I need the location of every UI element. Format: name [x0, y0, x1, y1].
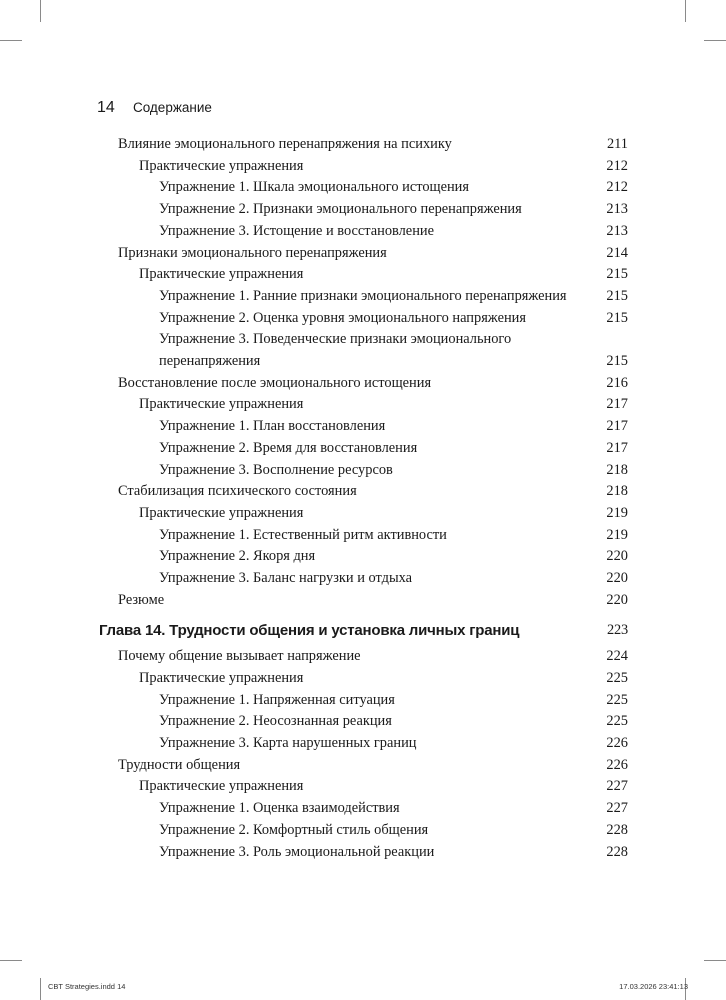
toc-entry [118, 286, 628, 308]
toc-entry-title: Стабилизация психического состояния [118, 483, 357, 500]
toc-entry-page: 228 [606, 821, 628, 838]
toc-entry-page: 220 [606, 570, 628, 587]
table-of-contents [99, 134, 628, 863]
toc-entry [118, 503, 628, 525]
toc-entry-page: 219 [606, 504, 628, 521]
toc-entry-title: Упражнение 3. Истощение и восстановление [159, 222, 434, 239]
toc-entry [118, 134, 628, 156]
toc-entry-page: 219 [606, 526, 628, 543]
toc-entry-page: 217 [606, 439, 628, 456]
toc-entry [118, 568, 628, 590]
toc-entry-title: Упражнение 1. Напряженная ситуация [159, 691, 395, 708]
toc-entry-title: Упражнение 1. Ранние признаки эмоционального перенапряжения [159, 287, 567, 304]
toc-entry-title: Упражнение 2. Время для восстановления [159, 439, 418, 456]
toc-entry [118, 308, 628, 330]
toc-entry [118, 820, 628, 842]
toc-entry-title: Упражнение 2. Признаки эмоционального перенапряжения [159, 201, 522, 218]
toc-entry [118, 264, 628, 286]
toc-entry [118, 221, 628, 243]
toc-entry-page: 216 [606, 374, 628, 391]
toc-entry-page: 224 [606, 648, 628, 665]
toc-entry-page: 220 [606, 591, 628, 608]
crop-mark-bottom-left [40, 978, 41, 1000]
toc-entry [118, 546, 628, 568]
slug-file-info: CBT Strategies.indd 14 [48, 982, 126, 991]
toc-entry-page: 212 [606, 157, 628, 174]
crop-mark-left-top [0, 40, 22, 41]
toc-entry-page: 223 [607, 622, 628, 639]
toc-entry [118, 776, 628, 798]
crop-mark-right-bottom [704, 960, 726, 961]
toc-entry [118, 416, 628, 438]
toc-entry-page: 227 [606, 800, 628, 817]
toc-entry [118, 243, 628, 265]
toc-entry-title: Упражнение 3. Карта нарушенных границ [159, 734, 417, 751]
toc-entry [118, 481, 628, 503]
toc-entry [118, 525, 628, 547]
toc-entry-title: Почему общение вызывает напряжение [118, 648, 361, 665]
toc-entry [118, 394, 628, 416]
toc-entry [118, 755, 628, 777]
toc-entry-page: 218 [606, 461, 628, 478]
toc-entry-page: 213 [606, 222, 628, 239]
toc-entry-title: Упражнение 3. Восполнение ресурсов [159, 461, 393, 478]
toc-entry-title: Упражнение 1. Шкала эмоционального истощения [159, 179, 470, 196]
toc-entry-page: 226 [606, 734, 628, 751]
toc-entry-title: Упражнение 1. Естественный ритм активности [159, 526, 447, 543]
toc-entry-page: 214 [606, 244, 628, 261]
toc-entry-title: Практические упражнения [139, 266, 304, 283]
toc-entry-title: Резюме [118, 591, 165, 608]
toc-entry [118, 711, 628, 733]
toc-entry-title: Практические упражнения [139, 669, 304, 686]
toc-entry-page: 217 [606, 396, 628, 413]
toc-entry [118, 329, 628, 372]
toc-entry [118, 668, 628, 690]
crop-mark-right-top [704, 40, 726, 41]
running-head [97, 99, 212, 117]
crop-mark-left-bottom [0, 960, 22, 961]
toc-entry [118, 842, 628, 864]
toc-entry-title: Упражнение 1. План восстановления [159, 418, 386, 435]
toc-entry [118, 156, 628, 178]
toc-entry [118, 438, 628, 460]
toc-entry-page: 215 [606, 287, 628, 304]
toc-entry-page: 215 [606, 309, 628, 326]
toc-entry-title: Восстановление после эмоционального истощения [118, 374, 432, 391]
toc-entry-title: Упражнение 2. Якоря дня [159, 548, 316, 565]
toc-entry-page: 217 [606, 418, 628, 435]
toc-entry [118, 177, 628, 199]
toc-entry [118, 733, 628, 755]
toc-entry-title: Упражнение 2. Комфортный стиль общения [159, 821, 429, 838]
toc-entry-title: Влияние эмоционального перенапряжения на психику [118, 136, 452, 152]
toc-entry-page: 225 [606, 691, 628, 708]
toc-entry-page: 227 [606, 778, 628, 795]
toc-entry [118, 690, 628, 712]
toc-entry [118, 460, 628, 482]
page-number: 14 [97, 99, 115, 116]
toc-entry-title: Упражнение 2. Неосознанная реакция [159, 713, 392, 730]
toc-entry-page: 218 [606, 483, 628, 500]
toc-entry-page: 228 [606, 843, 628, 860]
toc-entry-page: 225 [606, 669, 628, 686]
crop-mark-top-left [40, 0, 41, 22]
toc-entry-page: 215 [606, 266, 628, 283]
toc-entry-page: 220 [606, 548, 628, 565]
toc-entry-title: Практические упражнения [139, 504, 304, 521]
crop-mark-top-right [685, 0, 686, 22]
toc-entry [118, 798, 628, 820]
toc-entry-title: Практические упражнения [139, 778, 304, 795]
toc-entry-title: Трудности общения [118, 756, 241, 773]
toc-entry-page: 215 [606, 353, 628, 370]
toc-entry-page: 213 [606, 201, 628, 218]
toc-entry [118, 590, 628, 612]
toc-entry-title: Упражнение 3. Поведенческие признаки эмоционального перенапряжения [159, 331, 512, 370]
toc-entry-title: Глава 14. Трудности общения и установка личных границ [99, 622, 520, 640]
toc-entry-title: Практические упражнения [139, 396, 304, 413]
toc-entry [118, 646, 628, 668]
toc-entry-title: Упражнение 3. Баланс нагрузки и отдыха [159, 570, 413, 587]
toc-entry-title: Практические упражнения [139, 157, 304, 174]
toc-entry-title: Упражнение 3. Роль эмоциональной реакции [159, 843, 435, 860]
toc-entry-title: Упражнение 2. Оценка уровня эмоционального напряжения [159, 309, 526, 326]
toc-entry-page: 211 [606, 136, 628, 152]
toc-entry-title: Признаки эмоционального перенапряжения [118, 244, 387, 261]
slug-timestamp: 17.03.2026 23:41:13 [619, 982, 688, 991]
toc-entry-page: 226 [606, 756, 628, 773]
toc-entry [118, 199, 628, 221]
toc-entry-page: 212 [606, 179, 628, 196]
toc-entry-title: Упражнение 1. Оценка взаимодействия [159, 800, 400, 817]
toc-chapter-heading [99, 620, 628, 642]
toc-entry [118, 373, 628, 395]
toc-entry-page: 225 [606, 713, 628, 730]
section-title: Содержание [132, 100, 212, 115]
